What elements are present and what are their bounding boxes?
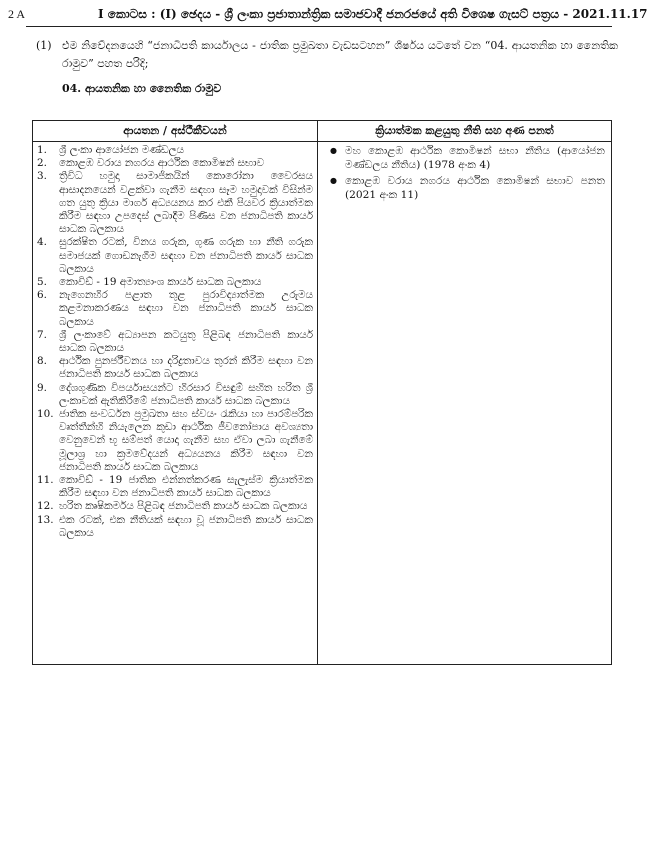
item-text: එක රටක්, එක නීතියක් සඳහා වූ ජනාධිපති කාර්ය සාධක බලකාය [59, 513, 313, 539]
list-item [327, 144, 605, 172]
list-item [37, 514, 313, 540]
list-item [37, 236, 313, 276]
item-number: 12. [37, 500, 54, 513]
page-number: 2 A [8, 7, 26, 21]
list-item [37, 157, 313, 170]
list-item [37, 170, 313, 236]
item-number: 7. [37, 328, 47, 341]
list-item [37, 355, 313, 381]
item-number: 10. [37, 408, 54, 421]
item-text: ශ්‍රී ලංකා ආයෝජන මණ්ඩලය [59, 144, 185, 156]
section-heading: 04. ආයතනික හා නෛතික රාමුව [62, 82, 222, 95]
item-number: 11. [37, 474, 54, 487]
header-rule [26, 26, 612, 27]
header-institutions: ආයතන / අස්ථීකීවයන් [123, 124, 227, 137]
item-text: කොළඹ වරාය නගරය ආර්ථික කොමිෂන් සභාව පනත (2021 අංක 11) [345, 175, 605, 201]
intro-number: (1) [36, 39, 52, 52]
item-text: සුරක්ෂිත රටක්, විනය ගරුක, ගුණ ගරුක හා නීති ගරුක සමාජයක් ගොඩනැගීම සඳහා වන ජනාධිපති කාර්ය සාධක බලකාය [59, 236, 313, 275]
item-text: කොළඹ වරාය නගරය ආර්ථික කොමිෂන් සභාව [59, 157, 265, 170]
column-divider [317, 121, 318, 664]
item-text: දේශගුණික විපර්යාසයන්ට හිරසාර විසඳුම් සහිත හරිත ශ්‍රී ලංකාවක් ඇතිකිරීමේ ජනාධිපති කාර්ය සාධක බලකාය [59, 381, 313, 407]
item-number: 8. [37, 355, 47, 368]
item-text: මහ කොළඹ ආර්ථික කොමිෂන් සභා නීතිය (ආයෝජන මණ්ඩලය නීතිය) (1978 අංක 4) [345, 145, 605, 171]
list-item [37, 382, 313, 408]
item-text: හරිත කෘෂිකර්මය පිළිබඳ ජනාධිපති කාර්ය සාධක බලකාය [59, 500, 308, 513]
institutions-list [37, 144, 313, 540]
list-item [37, 276, 313, 289]
table-header-row [33, 121, 611, 142]
item-number: 1. [37, 144, 47, 156]
header-laws: ක්‍රියාත්මක කළයුතු නීති සහ අණ පනත් [375, 124, 554, 137]
list-item [37, 329, 313, 355]
item-text: ජාතික සංවර්ධන ප්‍රමුඛතා සහ ස්වයං රැකියා හා පාරම්පරික වෘත්තීන්හි නියැලෙන කුඩා ආර්ථික ජීවනෝපාය අවශ්‍යතා වෙනුවෙන් භූ සම්පත් යොදා ගැනීම සහ ඒවා ලබා ගැනීමේ මූලාශ්‍ර හා ක්‍රමවේදයන් අධ්‍යයනය කිරීම සඳහා වන ජනාධිපති කාර්ය සාධක බලකාය [59, 408, 313, 473]
item-text: කොවිඩ් - 19 අමාත්‍යාංශ කාර්ය සාධක බලකාය [59, 276, 262, 289]
item-number: 6. [37, 289, 47, 302]
item-text: කොවිඩ් - 19 ජාතික එන්නත්කරණ සැලැස්ම ක්‍රියාත්මක කිරීම සඳහා වන ජනාධිපති කාර්ය සාධක බලකාය [59, 474, 313, 500]
item-text: ආර්ථික පුනර්ජීවනය හා දරිද්‍රතාවය තුරන් කිරීම සඳහා වන ජනාධිපති කාර්ය සාධක බලකාය [59, 355, 313, 381]
bullet-icon: ● [330, 176, 337, 185]
bullet-icon: ● [330, 146, 337, 155]
item-text: නැගෙනහිර පළාත තුළ පුරාවිද්‍යාත්මක උරුමය කළමනාකරණය සඳහා වන ජනාධිපති කාර්ය සාධක බලකාය [59, 289, 313, 328]
item-number: 3. [37, 170, 47, 183]
framework-table [32, 120, 612, 665]
list-item [37, 144, 313, 157]
item-number: 4. [37, 236, 47, 249]
list-item [37, 474, 313, 500]
list-item [37, 500, 313, 513]
intro-text: එම නිවේදනයෙහි “ජනාධිපති කාර්යාලය - ජාතික ප්‍රමුඛතා වැඩසටහන” ශීර්ෂය යටතේ වන “04. ආයතනික හා නෛතික රාමුව” පහත පරිදි; [62, 39, 618, 70]
item-text: ත්‍රිවිධ හමුදා සාමාජිකයින් කොරෝනා වෛරසය ආසාදනයෙන් වළක්වා ගැනීම සඳහා සෑම හමුදාවක් විසින්ම ගත යුතු ක්‍රියා මාර්ග අධ්‍යයනය කර එකී පියවර ක්‍රියාත්මක කිරීම සඳහා උපදෙස් ලබාදීම පිණිස වන ජනාධිපති කාර්ය සාධක බලකාය [59, 170, 313, 236]
item-text: ශ්‍රී ලංකාවේ අධ්‍යාපන කටයුතු පිළිබඳ ජනාධිපති කාර්ය සාධක බලකාය [59, 328, 313, 355]
list-item [327, 174, 605, 202]
item-number: 9. [37, 381, 47, 394]
gazette-title: I කොටස : (I) ඡෙදය - ශ්‍රී ලංකා ප්‍රජාතාන්ත්‍රික සමාජවාදී ජනරජයේ අති විශෙෂ ගැසට් පත්‍රය - 2021.11.17 [98, 7, 648, 21]
list-item [37, 289, 313, 329]
list-item [37, 408, 313, 474]
item-number: 5. [37, 276, 47, 289]
laws-list [327, 144, 605, 204]
item-number: 13. [37, 513, 54, 526]
gazette-header [0, 0, 650, 30]
item-number: 2. [37, 157, 47, 170]
